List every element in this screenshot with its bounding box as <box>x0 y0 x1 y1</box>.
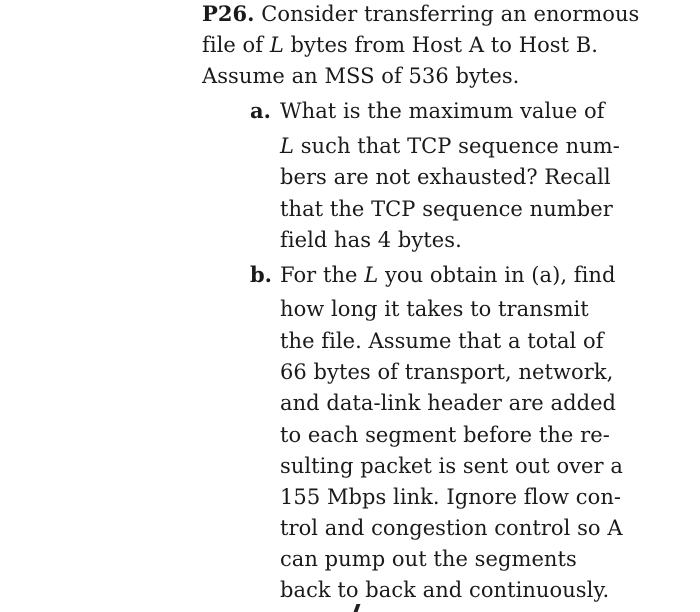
part-b-text-1a: For the <box>280 263 358 287</box>
problem-text-2b: bytes from Host A to Host B. <box>290 33 599 57</box>
part-b-line-3: the file. Assume that a total of <box>280 329 604 353</box>
problem-line-3 <box>202 62 519 90</box>
part-b-text-1b: you obtain in (a), find <box>385 263 616 287</box>
problem-text-1: Consider transferring an enormous <box>261 2 640 26</box>
variable-L: L <box>269 33 284 57</box>
part-a-line-4: that the TCP sequence number <box>280 197 613 221</box>
part-a-text-2: such that TCP sequence num- <box>300 134 620 158</box>
problem-line-1 <box>202 0 639 28</box>
part-b-line-11: back to back and continuously. <box>280 578 610 602</box>
part-b-label: b. <box>250 262 272 287</box>
variable-L: L <box>364 263 379 287</box>
part-b-line-7: sulting packet is sent out over a <box>280 454 623 478</box>
part-b-line-10: can pump out the segments <box>280 547 577 571</box>
variable-L: L <box>280 134 294 158</box>
part-b-line-2: how long it takes to transmit <box>280 297 589 321</box>
part-b-line-9: trol and congestion control so A <box>280 516 623 540</box>
problem-number: P26. <box>202 1 255 26</box>
cutoff-glyph-fragment <box>354 604 361 612</box>
part-b-line-8: 155 Mbps link. Ignore flow con- <box>280 485 622 509</box>
part-a-label: a. <box>250 98 271 123</box>
part-b-line-1 <box>280 261 615 289</box>
part-b-line-5: and data-link header are added <box>280 391 617 415</box>
part-b-line-6: to each segment before the re- <box>280 423 610 447</box>
part-b-line-4: 66 bytes of transport, network, <box>280 360 614 384</box>
part-a-line-5: field has 4 bytes. <box>280 228 462 252</box>
problem-line-2 <box>202 31 598 59</box>
part-a-line-1: What is the maximum value of <box>280 99 605 123</box>
part-a-line-2 <box>280 132 620 160</box>
problem-text-2a: file of <box>202 33 264 57</box>
problem-text-3: Assume an MSS of 536 bytes. <box>202 64 520 88</box>
part-a-line-3: bers are not exhausted? Recall <box>280 165 611 189</box>
